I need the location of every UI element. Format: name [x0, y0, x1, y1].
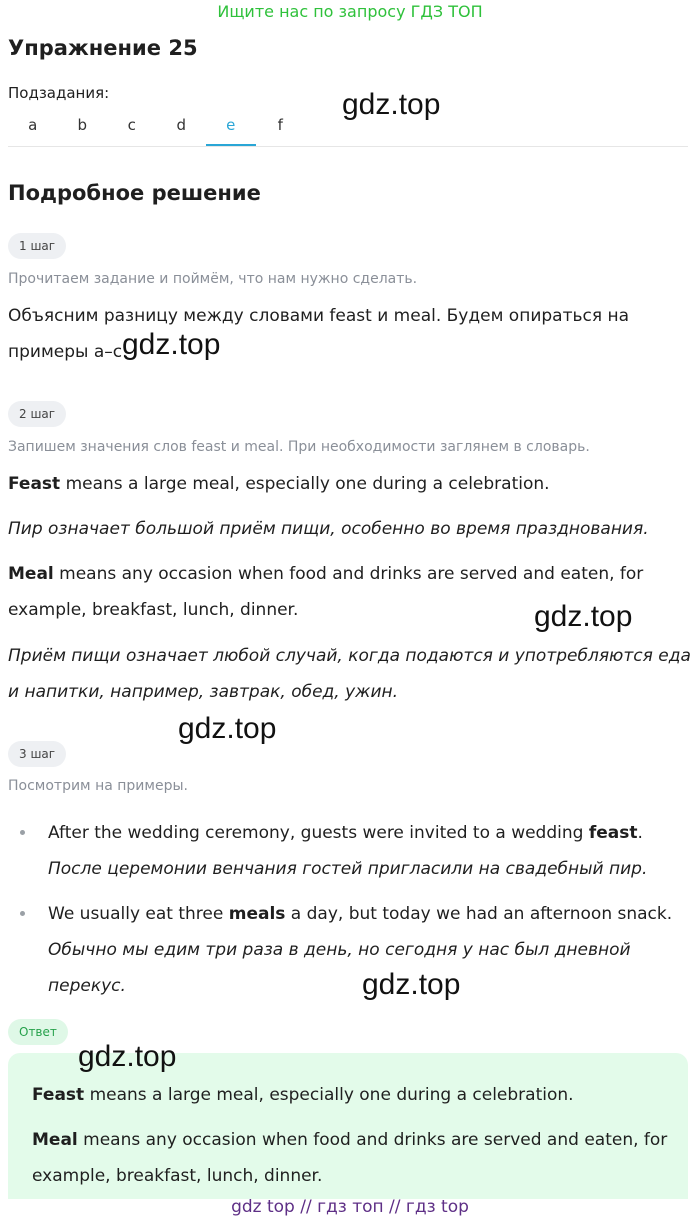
watermark: gdz.top — [178, 712, 277, 745]
answer-feast-word: Feast — [32, 1085, 85, 1105]
step-2-hint: Запишем значения слов feast и meal. При необходимости заглянем в словарь. — [8, 439, 590, 455]
subtasks-label: Подзадания: — [8, 84, 110, 102]
footer-links: gdz top // гдз топ // гдз top — [231, 1197, 469, 1217]
solution-title: Подробное решение — [8, 181, 261, 205]
tab-b[interactable]: b — [77, 116, 88, 134]
feast-translation: Пир означает большой приём пищи, особенно во время празднования. — [8, 519, 649, 539]
step-1-badge: 1 шаг — [8, 233, 66, 259]
answer-meal-word: Meal — [32, 1130, 78, 1150]
subtasks-tabs — [8, 108, 305, 146]
tab-a[interactable]: a — [28, 116, 38, 134]
answer-feast-def: means a large meal, especially one during a celebration. — [84, 1085, 574, 1105]
step-1-text: Объясним разницу между словами feast и meal. Будем опираться на примеры а–с. — [8, 306, 630, 362]
feast-word: Feast — [8, 474, 61, 494]
step-3-badge: 3 шаг — [8, 741, 66, 767]
example-en-end: a day, but today we had an afternoon snack. — [285, 904, 673, 924]
watermark: gdz.top — [362, 968, 461, 1001]
feast-def: means a large meal, especially one during a celebration. — [60, 474, 550, 494]
tab-e[interactable]: e — [206, 108, 256, 146]
tab-d[interactable]: d — [176, 116, 187, 134]
answer-feast — [32, 1077, 682, 1113]
example-item — [28, 815, 692, 887]
watermark: gdz.top — [78, 1040, 177, 1073]
example-item — [28, 896, 692, 1004]
example-en-end: . — [637, 823, 643, 843]
example-en: We usually eat three — [48, 904, 229, 924]
answer-badge: Ответ — [8, 1019, 68, 1045]
step-1-hint: Прочитаем задание и поймём, что нам нужно сделать. — [8, 271, 418, 287]
page-title: Упражнение 25 — [8, 36, 198, 60]
bullet-icon — [20, 830, 25, 835]
meal-word: Meal — [8, 564, 54, 584]
answer-meal-def: means any occasion when food and drinks are served and eaten, for example, breakfast, lunch, dinner. — [32, 1130, 668, 1186]
search-hint-banner: Ищите нас по запросу ГДЗ ТОП — [217, 2, 483, 21]
watermark: gdz.top — [534, 600, 633, 633]
example-text — [28, 896, 692, 1004]
bullet-icon — [20, 911, 25, 916]
tabs-divider — [8, 146, 688, 147]
step-2-badge: 2 шаг — [8, 401, 66, 427]
answer-meal — [32, 1122, 682, 1194]
example-en: After the wedding ceremony, guests were invited to a wedding — [48, 823, 589, 843]
meal-def: means any occasion when food and drinks are served and eaten, for example, breakfast, lunch, dinner. — [8, 564, 644, 620]
step-3-hint: Посмотрим на примеры. — [8, 778, 188, 794]
watermark: gdz.top — [122, 328, 221, 361]
example-ru: После церемонии венчания гостей пригласили на свадебный пир. — [48, 859, 648, 879]
answer-box — [8, 1053, 688, 1199]
example-keyword: meals — [228, 904, 286, 924]
example-ru: Обычно мы едим три раза в день, но сегодня у нас был дневной перекус. — [48, 940, 631, 996]
example-text — [28, 815, 692, 887]
example-keyword: feast — [588, 823, 638, 843]
watermark: gdz.top — [342, 88, 441, 121]
tab-f[interactable]: f — [277, 116, 283, 134]
feast-definition — [8, 466, 692, 502]
meal-translation: Приём пищи означает любой случай, когда подаются и употребляются еда и напитки, например, завтрак, обед, ужин. — [8, 646, 691, 702]
tab-c[interactable]: c — [127, 116, 136, 134]
